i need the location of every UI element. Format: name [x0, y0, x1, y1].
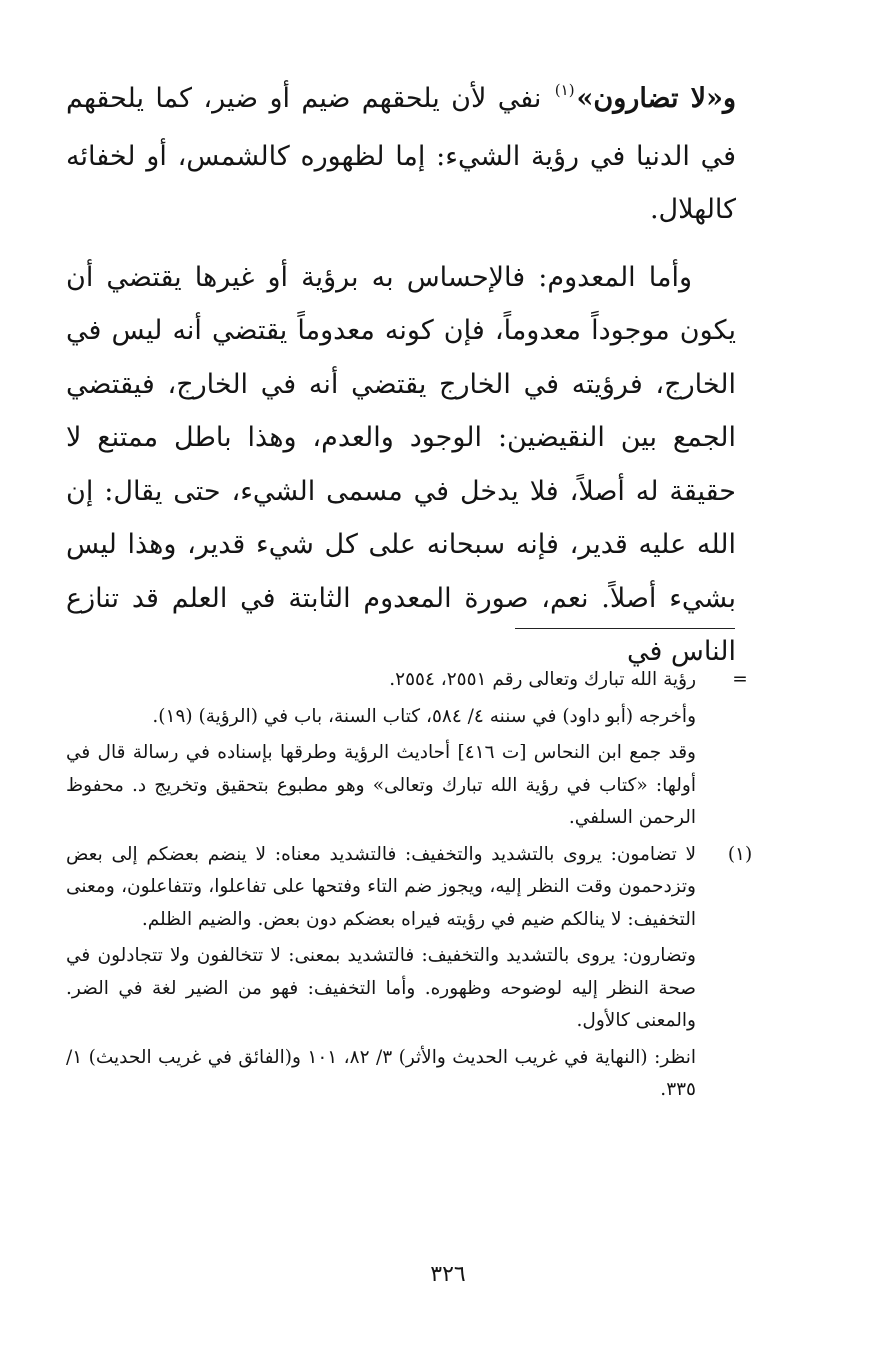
footnotes: [66, 664, 760, 1111]
main-paragraph-2-text: وأما المعدوم: فالإحساس به برؤية أو غيرها يقتضي أن يكون موجوداً معدوماً، فإن كونه معدوماً يقتضي أنه ليس في الخارج، فرؤيته في الخارج يقتضي أنه في الخارج، فيقتضي الجمع بين النقيضين: الوجود والعدم، وهذا باطل ممتنع لا حقيقة له أصلاً، فلا يدخل في مسمى الشيء، حتى يقال: إن الله عليه قدير، فإنه سبحانه على كل شيء قدير، وهذا ليس بشيء أصلاً. نعم، صورة المعدوم الثابتة في العلم قد تنازع الناس في: [66, 261, 736, 667]
main-text: [66, 72, 736, 679]
main-paragraph-2: [66, 251, 736, 679]
main-paragraph-1-text: نفي لأن يلحقهم ضيم أو ضير، كما يلحقهم في الدنيا في رؤية الشيء: إما لظهوره كالشمس، أو لخفائه كالهلال.: [66, 83, 736, 225]
footnote-continued: [66, 664, 760, 835]
footnote-paragraph: انظر: (النهاية في غريب الحديث والأثر) ٣/ ٨٢، ١٠١ و(الفائق في غريب الحديث) ١/ ٣٣٥.: [66, 1046, 697, 1100]
footnote-paragraph: رؤية الله تبارك وتعالى رقم ٢٥٥١، ٢٥٥٤.: [389, 669, 696, 690]
footnote-paragraph: وتضارون: يروى بالتشديد والتخفيف: فالتشديد بمعنى: لا تتخالفون ولا تتجادلون في صحة النظر إليه لوضوحه وظهوره. وأما التخفيف: فهو من الضير لغة في الضر. والمعنى كالأول.: [66, 945, 696, 1031]
footnote-paragraph: لا تضامون: يروى بالتشديد والتخفيف: فالتشديد معناه: لا ينضم بعضكم إلى بعض وتزدحمون وقت النظر إليه، ويجوز ضم التاء وفتحها على تفاعلوا، وتتفاعلون، ومعنى التخفيف: لا ينالكم ضيم في رؤيته فيراه بعضكم دون بعض. والضيم الظلم.: [66, 843, 696, 930]
page-number: ٣٢٦: [430, 1262, 466, 1287]
footnote-number: (١): [727, 843, 753, 865]
footnote-paragraph: وأخرجه (أبو داود) في سننه ٤/ ٥٨٤، كتاب السنة، باب في (الرؤية) (١٩).: [152, 705, 696, 727]
footnote-reference: (١): [554, 81, 575, 99]
main-paragraph-1: [66, 72, 736, 237]
footnote-1: [66, 839, 760, 1107]
footnote-separator: [515, 628, 735, 629]
continuation-marker: =: [732, 669, 748, 690]
quoted-term: و«لا تضارون»: [576, 83, 736, 114]
footnote-paragraph: وقد جمع ابن النحاس [ت ٤١٦] أحاديث الرؤية وطرقها بإسناده في رسالة قال في أولها: «كتاب في رؤية الله تبارك وتعالى» وهو مطبوع بتحقيق وتخريج د. محفوظ الرحمن السلفي.: [66, 742, 696, 828]
